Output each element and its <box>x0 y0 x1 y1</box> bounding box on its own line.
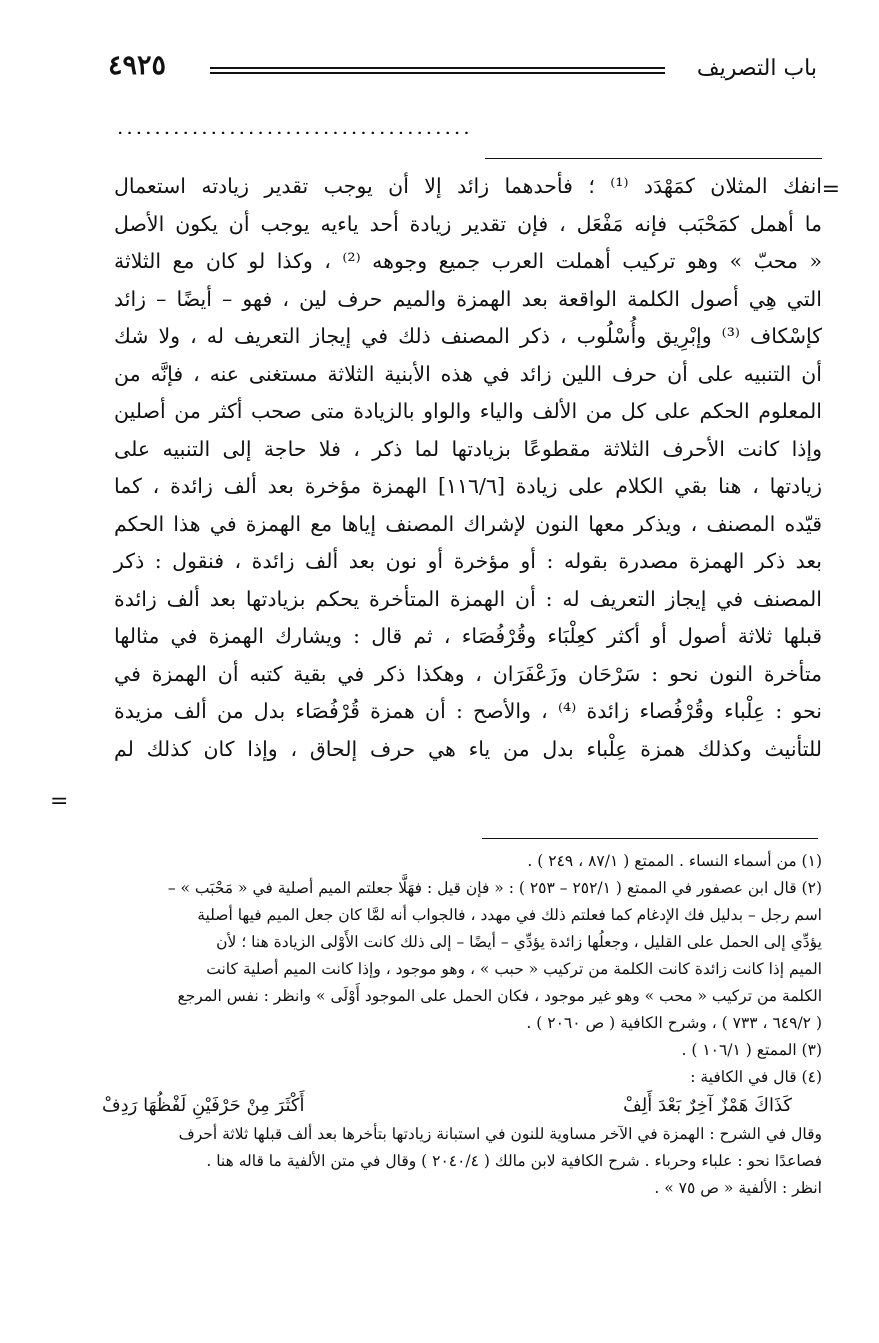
body-line: ما أهمل كمَحْبَب فإنه مَفْعَل ، فإن تقدير زيادة أحد ياءيه يوجب أن يكون الأصل <box>114 211 822 236</box>
body-top-rule <box>485 158 822 159</box>
body-line: زيادتها ، هنا بقي الكلام على زيادة [١١٦/٦] الهمزة مؤخرة بعد ألف زائدة ، كما <box>114 474 823 498</box>
footnote-line: (٣) الممتع ( ١٠٦/١ ) . <box>681 1041 822 1059</box>
body-line: « محبّ » وهو تركيب أهملت العرب جميع وجوهه ⁽²⁾ ، وكذا لو كان مع الثلاثة <box>114 249 822 273</box>
continuation-marker-start: = <box>821 177 840 202</box>
footnote-line: الكلمة من تركيب « محب » وهو غير موجود ، فكان الحمل على الموجود أَوْلَى » وانظر : نفس المرجع <box>177 987 822 1005</box>
footnote-rule <box>482 838 818 839</box>
body-line: وإذا كانت الأحرف الثلاثة مقطوعًا بزيادتها لما ذكر ، فلا حاجة إلى التنبيه على <box>114 436 822 461</box>
footnote-line: الميم إذا كانت زائدة كانت الكلمة من تركيب « حبب » ، وهو موجود ، وإذا كانت الميم أصلية كانت <box>206 960 822 978</box>
footnote-line: وقال في الشرح : الهمزة في الآخر مساوية للنون في استبانة زيادتها بتأخرها بعد ألف قبلها ثلاثة أحرف <box>178 1125 822 1143</box>
footnote-line: يؤدِّي إلى الحمل على القليل ، وجعلُها زائدة يؤدِّي – أيضًا – إلى ذلك كانت الأَوْلى الزيادة هنا ؛ لأن <box>216 933 822 951</box>
footnote-line: فصاعدًا نحو : علباء وحرباء . شرح الكافية لابن مالك ( ٢٠٤٠/٤ ) وقال في متن الألفية ما قاله هنا . <box>206 1152 822 1170</box>
body-line: بعد ذكر الهمزة مصدرة بقوله : أو مؤخرة أو نون بعد ألف زائدة ، فنقول : ذكر <box>114 549 822 573</box>
body-line: كإسْكاف ⁽³⁾ وإبْرِيق وأُسْلُوب ، ذكر المصنف ذلك في إيجاز التعريف له ، ولا شك <box>114 324 822 348</box>
body-line: أن التنبيه على أن حرف اللين زائد في هذه الأبنية الثلاثة مستغنى عنه ، فإنَّه من <box>114 361 822 386</box>
footnote-line: (٢) قال ابن عصفور في الممتع ( ٢٥٢/١ – ٢٥٣ ) : « فإن قيل : فهَلَّا جعلتم الميم أصلية في « مَحْبَب » – <box>167 879 822 897</box>
separator-dots: ...................................... <box>117 120 473 134</box>
body-line: المصنف في إيجاز التعريف له : أن الهمزة المتأخرة يحكم بزيادتها بعد ألف زائدة <box>114 586 822 611</box>
poetry-verse <box>102 1091 822 1121</box>
footnote-line: انظر : الألفية « ص ٧٥ » . <box>654 1179 822 1197</box>
footnote-line: (٤) قال في الكافية : <box>690 1068 822 1086</box>
chapter-title: باب التصريف <box>696 56 817 81</box>
body-line: التي هِي أصول الكلمة الواقعة بعد الهمزة والميم حرف لين ، فهو – أيضًا – زائد <box>114 286 822 311</box>
footnote-line: اسم رجل – بدليل فك الإدغام كما فعلتم ذلك في مهدد ، فالجواب أنه لمَّا كان جعل الميم فيها أصلية <box>197 906 822 924</box>
body-line: للتأنيث وكذلك همزة عِلْباء بدل من ياء هي حرف إلحاق ، وإذا كان كذلك لم <box>114 736 822 761</box>
body-line: انفك المثلان كمَهْدَد ⁽¹⁾ ؛ فأحدهما زائد إلا أن يوجب تقدير زيادته استعمال <box>114 174 822 198</box>
body-line: قيّده المصنف ، ويذكر معها النون لإشراك المصنف إياها مع الهمزة في هذا الحكم <box>114 511 822 536</box>
footnote-line: (١) من أسماء النساء . الممتع ( ٨٧/١ ، ٢٤٩ ) . <box>527 852 822 870</box>
header-double-rule <box>210 67 665 74</box>
footnotes <box>102 848 822 1202</box>
page-number: ٤٩٢٥ <box>108 50 167 81</box>
verse-hemistich-right: كَذَاكَ هَمْزٌ آخِرٌ بَعْدَ أَلِفْ <box>623 1095 792 1116</box>
continuation-marker-end: = <box>50 789 69 814</box>
body-line: قبلها ثلاثة أصول أو أكثر كعِلْبَاء وقُرْفُصَاء ، ثم قال : ويشارك الهمزة في مثالها <box>114 624 822 648</box>
page-header <box>108 48 817 92</box>
body-line: متأخرة النون نحو : سَرْحَان وزَعْفَرَان ، وهكذا ذكر في بقية كتبه أن الهمزة في <box>114 661 822 686</box>
body-line: نحو : عِلْباء وقُرْفُصاء زائدة ⁽⁴⁾ ، والأصح : أن همزة قُرْفُصَاء بدل من ألف مزيدة <box>114 699 823 723</box>
body-text <box>114 168 822 768</box>
verse-hemistich-left: أَكْثَرَ مِنْ حَرْفَيْنِ لَفْظُهَا رَدِفْ <box>102 1095 305 1116</box>
body-line: المعلوم الحكم على كل من الألف والياء والواو بالزيادة متى صحب أكثر من أصلين <box>114 399 822 423</box>
footnote-line: ( ٦٤٩/٢ ، ٧٣٣ ) ، وشرح الكافية ( ص ٢٠٦٠ ) . <box>526 1014 822 1032</box>
